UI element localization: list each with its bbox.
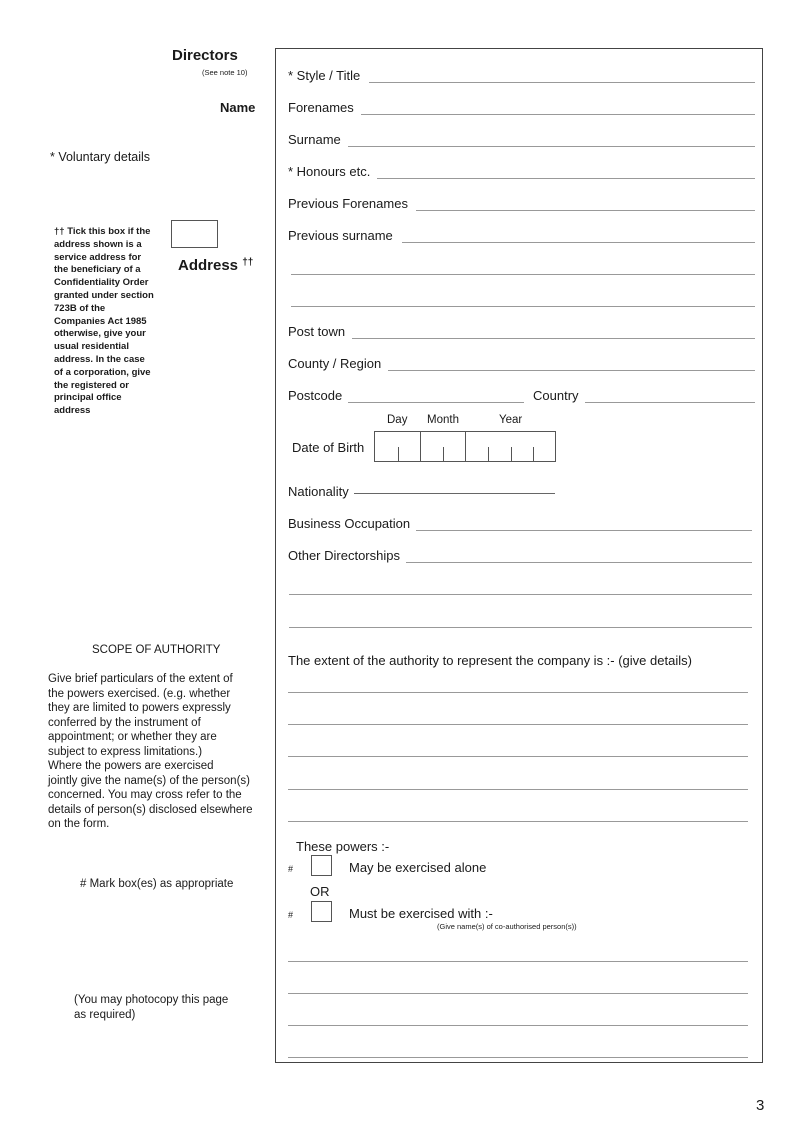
dob-year-label: Year xyxy=(499,414,523,426)
dob-section-divider xyxy=(420,432,421,461)
scope-line: details of person(s) disclosed elsewhere xyxy=(48,803,253,816)
or-label: OR xyxy=(310,884,330,899)
dob-digit-divider xyxy=(398,447,399,461)
date-of-birth-label: Date of Birth xyxy=(292,440,365,455)
post-town-field[interactable] xyxy=(352,338,755,339)
extent-of-authority-label: The extent of the authority to represent the company is :- (give details) xyxy=(288,653,692,668)
previous-surname-label: Previous surname xyxy=(288,228,393,243)
scope-line: conferred by the instrument of xyxy=(48,716,201,729)
address-line-1-field[interactable] xyxy=(291,274,755,275)
tick-note-line: of a corporation, give xyxy=(54,366,151,378)
co-authorised-line-3[interactable] xyxy=(288,1025,748,1026)
forenames-label: Forenames xyxy=(288,100,354,115)
tick-note-line: 723B of the xyxy=(54,302,106,314)
tick-note-line: address. In the case xyxy=(54,353,145,365)
scope-line: appointment; or whether they are xyxy=(48,731,217,743)
dob-digit-divider xyxy=(443,447,444,461)
tick-note-line: Companies Act 1985 xyxy=(54,315,147,327)
exercised-alone-label: May be exercised alone xyxy=(349,860,487,875)
voluntary-details: * Voluntary details xyxy=(50,150,151,164)
authority-details-line-4[interactable] xyxy=(288,789,748,790)
other-directorships-field[interactable] xyxy=(406,562,752,563)
dob-digit-divider xyxy=(511,447,512,461)
scope-line: the powers exercised. (e.g. whether xyxy=(48,687,231,700)
tick-note-line: otherwise, give your xyxy=(54,328,146,340)
dob-section-divider xyxy=(465,432,466,461)
dob-digit-divider xyxy=(533,447,534,461)
date-of-birth-field[interactable] xyxy=(374,431,556,462)
mark-boxes-note: # Mark box(es) as appropriate xyxy=(80,878,234,890)
see-note: (See note 10) xyxy=(202,68,248,77)
previous-forenames-field[interactable] xyxy=(416,210,755,211)
tick-note-line: Confidentiality Order xyxy=(54,277,149,289)
scope-line: on the form. xyxy=(48,818,110,830)
authority-details-line-2[interactable] xyxy=(288,724,748,725)
post-town-label: Post town xyxy=(288,324,346,339)
exercised-with-label: Must be exercised with :- xyxy=(349,906,493,921)
address-mark: †† xyxy=(242,257,254,268)
honours-label: * Honours etc. xyxy=(288,164,371,179)
tick-note-line: service address for xyxy=(54,251,142,263)
scope-line: Give brief particulars of the extent of xyxy=(48,673,233,685)
other-directorships-label: Other Directorships xyxy=(288,548,400,563)
address-label-text: Address xyxy=(178,257,239,274)
page-number: 3 xyxy=(756,1097,765,1114)
postcode-field[interactable] xyxy=(348,402,524,403)
surname-label: Surname xyxy=(288,132,341,147)
give-names-note: (Give name(s) of co-authorised person(s)) xyxy=(437,922,577,931)
county-region-field[interactable] xyxy=(388,370,755,371)
name-label: Name xyxy=(220,100,256,115)
tick-note-line: principal office xyxy=(54,392,122,404)
scope-title: SCOPE OF AUTHORITY xyxy=(92,644,221,656)
scope-line: concerned. You may cross refer to the xyxy=(48,789,242,801)
co-authorised-line-1[interactable] xyxy=(288,961,748,962)
scope-line: they are limited to powers expressly xyxy=(48,702,231,714)
honours-field[interactable] xyxy=(377,178,755,179)
previous-forenames-label: Previous Forenames xyxy=(288,196,408,211)
dob-month-label: Month xyxy=(427,414,459,426)
dob-day-label: Day xyxy=(387,414,408,426)
style-title-label: * Style / Title xyxy=(288,68,361,83)
exercised-with-checkbox[interactable] xyxy=(311,901,332,922)
tick-note-line: granted under section xyxy=(54,289,154,301)
business-occupation-field[interactable] xyxy=(416,530,752,531)
tick-note-line: usual residential xyxy=(54,341,129,353)
forenames-field[interactable] xyxy=(361,114,755,115)
exercised-alone-checkbox[interactable] xyxy=(311,855,332,876)
co-authorised-line-2[interactable] xyxy=(288,993,748,994)
tick-note-line: address shown is a xyxy=(54,238,142,250)
hash-mark: # xyxy=(288,910,294,920)
photocopy-line: as required) xyxy=(74,1009,136,1021)
tick-note-line: the beneficiary of a xyxy=(54,264,141,276)
confidentiality-order-checkbox[interactable] xyxy=(171,220,218,248)
tick-note-line: †† Tick this box if the xyxy=(54,226,151,237)
tick-box-note xyxy=(54,226,172,418)
tick-note-line: address xyxy=(54,405,91,417)
other-directorships-line-3[interactable] xyxy=(289,627,752,628)
country-label: Country xyxy=(533,388,579,403)
scope-text xyxy=(48,672,263,832)
authority-details-line-1[interactable] xyxy=(288,692,748,693)
photocopy-note xyxy=(74,993,228,1023)
tick-note-line: the registered or xyxy=(54,379,129,391)
directors-title: Directors xyxy=(172,47,238,64)
postcode-label: Postcode xyxy=(288,388,343,403)
hash-mark: # xyxy=(288,864,294,874)
address-label xyxy=(178,257,253,274)
county-region-label: County / Region xyxy=(288,356,382,371)
style-title-field[interactable] xyxy=(369,82,755,83)
these-powers-label: These powers :- xyxy=(296,839,390,854)
dob-digit-divider xyxy=(488,447,489,461)
other-directorships-line-2[interactable] xyxy=(289,594,752,595)
scope-line: Where the powers are exercised xyxy=(48,760,214,772)
co-authorised-line-4[interactable] xyxy=(288,1057,748,1058)
scope-line: subject to express limitations.) xyxy=(48,745,203,758)
country-field[interactable] xyxy=(585,402,755,403)
authority-details-line-5[interactable] xyxy=(288,821,748,822)
business-occupation-label: Business Occupation xyxy=(288,516,411,531)
photocopy-line: (You may photocopy this page xyxy=(74,994,229,1006)
nationality-field[interactable] xyxy=(354,493,555,494)
surname-field[interactable] xyxy=(348,146,755,147)
authority-details-line-3[interactable] xyxy=(288,756,748,757)
scope-line: jointly give the name(s) of the person(s) xyxy=(48,774,250,787)
nationality-label: Nationality xyxy=(288,484,349,499)
address-line-2-field[interactable] xyxy=(291,306,755,307)
previous-surname-field[interactable] xyxy=(402,242,755,243)
